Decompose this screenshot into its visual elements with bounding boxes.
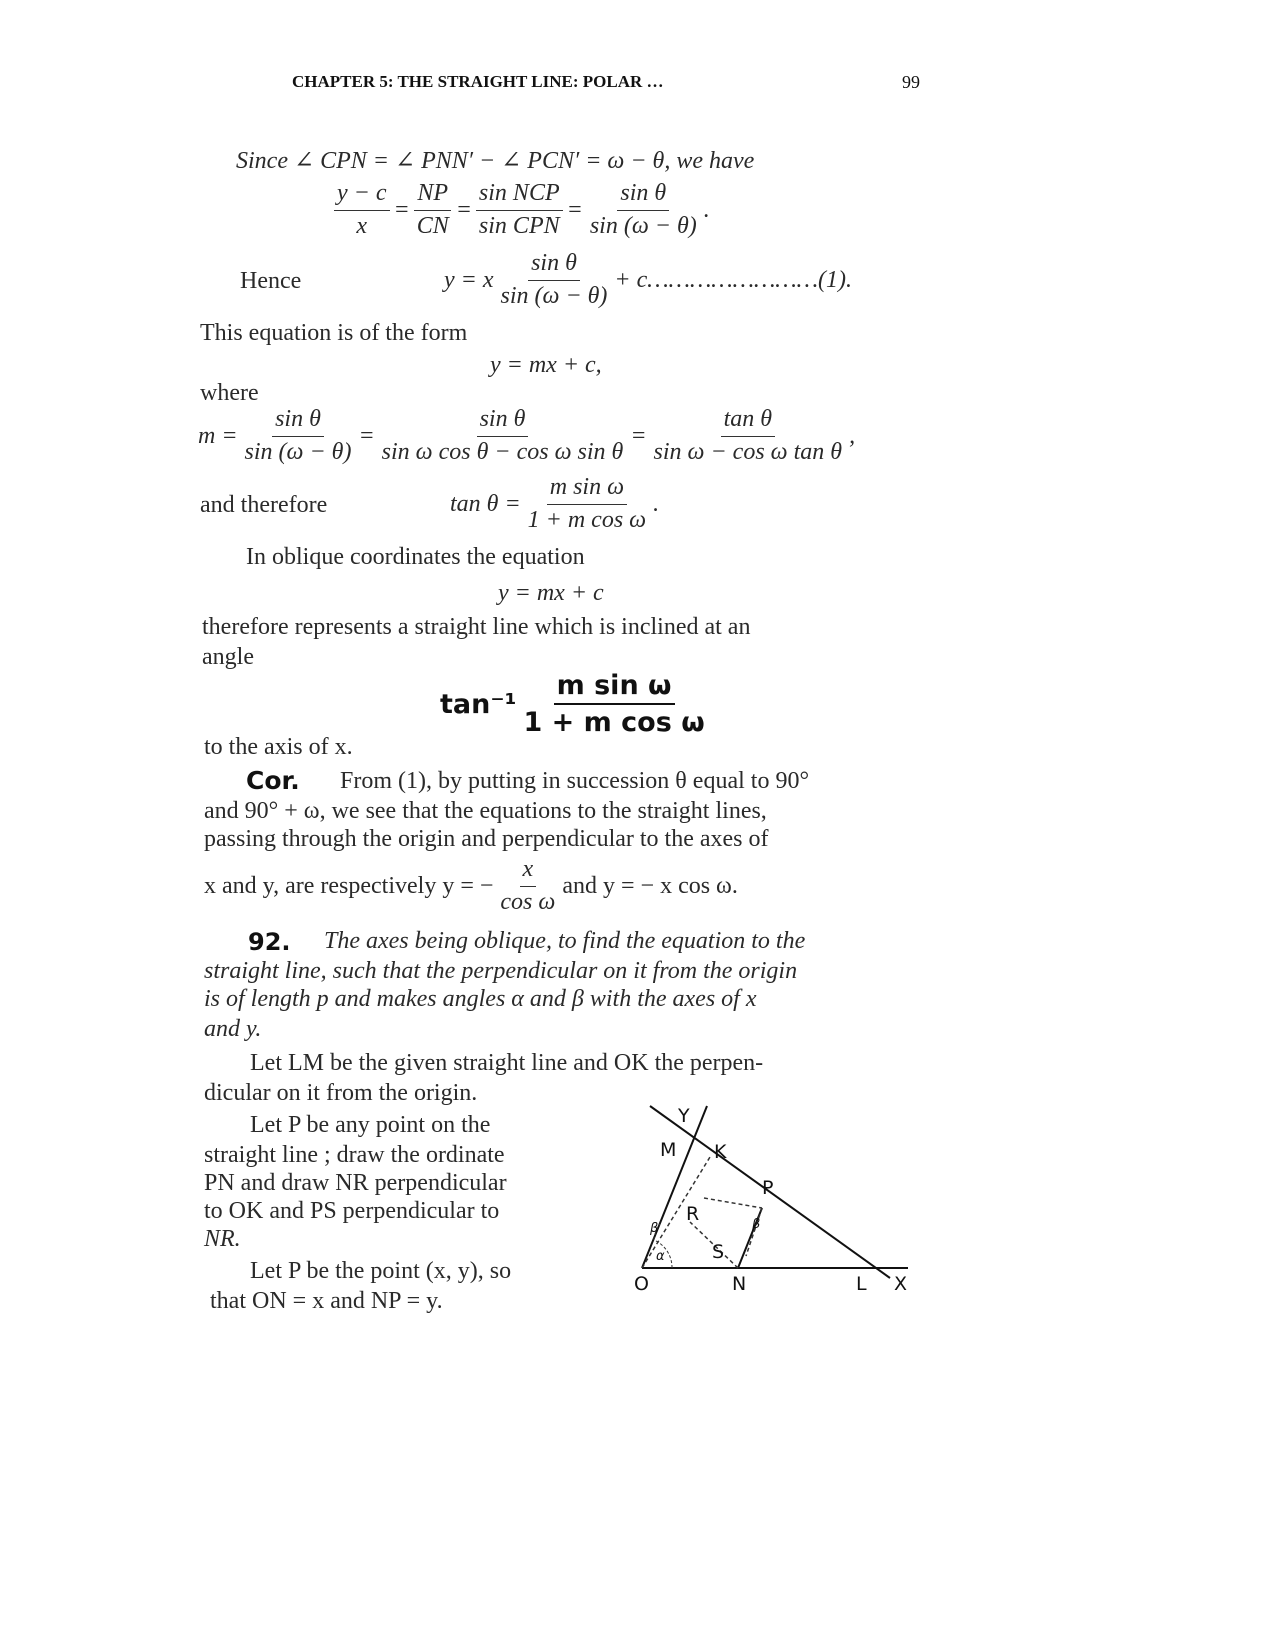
- frac-den: cos ω: [500, 888, 556, 915]
- oblique-equation: y = mx + c: [498, 580, 604, 606]
- point-line-2: that ON = x and NP = y.: [210, 1288, 443, 1314]
- frac-den: sin ω − cos ω tan θ: [653, 438, 843, 465]
- label-y: Y: [678, 1105, 690, 1127]
- cor-line-4: [204, 856, 738, 916]
- represents-line-2: angle: [202, 644, 254, 670]
- form-text: This equation is of the form: [200, 320, 468, 346]
- label-o: O: [634, 1273, 649, 1295]
- page-number: 99: [902, 72, 920, 92]
- frac-num: m sin ω: [554, 670, 675, 705]
- since-line: Since ∠ CPN = ∠ PNN′ − ∠ PCN′ = ω − θ, we have: [236, 148, 755, 174]
- let-line-1: Let LM be the given straight line and OK the perpen-: [250, 1050, 764, 1076]
- frac-num: sin θ: [617, 180, 669, 211]
- label-alpha: α: [656, 1249, 665, 1264]
- segment-rp: [704, 1198, 762, 1208]
- label-beta-2: β: [752, 1217, 761, 1232]
- running-header: CHAPTER 5: THE STRAIGHT LINE: POLAR …: [292, 72, 664, 91]
- label-n: N: [732, 1273, 747, 1295]
- frac-num: tan θ: [721, 406, 775, 437]
- frac-num: m sin ω: [547, 474, 627, 505]
- m-equation: [198, 406, 855, 466]
- point-line-1: Let P be the point (x, y), so: [250, 1258, 512, 1284]
- arctan-symbol: tan⁻¹: [440, 688, 517, 720]
- equals-sign: =: [358, 422, 375, 449]
- segment-ps: [746, 1208, 762, 1256]
- equation-1: [444, 250, 852, 310]
- label-l: L: [856, 1273, 867, 1295]
- frac-den: sin (ω − θ): [589, 212, 697, 239]
- frac-num: sin θ: [477, 406, 529, 437]
- cor4-pre: x and y, are respectively y = −: [204, 872, 494, 899]
- tan-lhs: tan θ =: [450, 490, 521, 517]
- cor-line-2: and 90° + ω, we see that the equations to the straight lines,: [204, 798, 767, 824]
- frac-den: x: [356, 212, 368, 239]
- section-line-3: is of length p and makes angles α and β with the axes of x: [204, 986, 757, 1012]
- period: .: [653, 490, 660, 517]
- cor-label: Cor.: [246, 766, 300, 795]
- frac-den: sin (ω − θ): [500, 282, 608, 309]
- label-m: M: [660, 1139, 677, 1161]
- angle-expression: [440, 670, 712, 738]
- frac-den: sin (ω − θ): [244, 438, 352, 465]
- equals-sign: =: [630, 422, 647, 449]
- section-line-2: straight line, such that the perpendicular on it from the origin: [204, 958, 798, 984]
- frac-den: sin CPN: [478, 212, 560, 239]
- frac-num: NP: [414, 180, 451, 211]
- any-line-5: NR.: [204, 1226, 241, 1252]
- label-k: K: [714, 1141, 727, 1163]
- cor4-post: and y = − x cos ω.: [562, 872, 738, 899]
- hence-label: Hence: [240, 268, 302, 294]
- section-line-4: and y.: [204, 1016, 262, 1042]
- y-axis: [642, 1106, 707, 1268]
- frac-num: y − c: [334, 180, 390, 211]
- perpendicular-ok: [642, 1157, 710, 1268]
- frac-den: sin ω cos θ − cos ω sin θ: [381, 438, 624, 465]
- frac-num: sin NCP: [476, 180, 563, 211]
- label-r: R: [686, 1203, 700, 1225]
- any-line-3: PN and draw NR perpendicular: [204, 1170, 507, 1196]
- m-lhs: m =: [198, 422, 238, 449]
- geometry-figure: [620, 1100, 920, 1300]
- section-line-1: The axes being oblique, to find the equation to the: [324, 928, 806, 954]
- axis-text: to the axis of x.: [204, 734, 353, 760]
- cor-line-1: From (1), by putting in succession θ equal to 90°: [340, 768, 810, 794]
- label-s: S: [712, 1241, 725, 1263]
- represents-line-1: therefore represents a straight line which is inclined at an: [202, 614, 751, 640]
- comma: ,: [849, 422, 856, 449]
- tan-equation: [450, 474, 659, 534]
- oblique-text: In oblique coordinates the equation: [246, 544, 585, 570]
- frac-den: 1 + m cos ω: [527, 506, 647, 533]
- ratio-equation: [330, 180, 710, 240]
- any-line-1: Let P be any point on the: [250, 1112, 491, 1138]
- where-label: where: [200, 380, 259, 406]
- therefore-label: and therefore: [200, 492, 328, 518]
- equals-sign: =: [393, 196, 410, 223]
- any-line-4: to OK and PS perpendicular to: [204, 1198, 500, 1224]
- frac-den: 1 + m cos ω: [523, 707, 705, 739]
- section-number: 92.: [248, 928, 291, 956]
- period: .: [703, 196, 710, 223]
- eq1-lhs: y = x: [444, 266, 494, 293]
- frac-num: sin θ: [528, 250, 580, 281]
- frac-num: x: [520, 856, 537, 887]
- equals-sign: =: [455, 196, 472, 223]
- frac-num: sin θ: [272, 406, 324, 437]
- equals-sign: =: [566, 196, 583, 223]
- label-beta: β: [650, 1221, 659, 1236]
- label-p: P: [762, 1177, 774, 1199]
- eq1-rhs: + c……………………(1).: [614, 266, 852, 293]
- form-equation: y = mx + c,: [490, 352, 602, 378]
- cor-line-3: passing through the origin and perpendicular to the axes of: [204, 826, 769, 852]
- any-line-2: straight line ; draw the ordinate: [204, 1142, 505, 1168]
- label-x: X: [894, 1273, 908, 1295]
- let-line-2: dicular on it from the origin.: [204, 1080, 478, 1106]
- frac-den: CN: [416, 212, 449, 239]
